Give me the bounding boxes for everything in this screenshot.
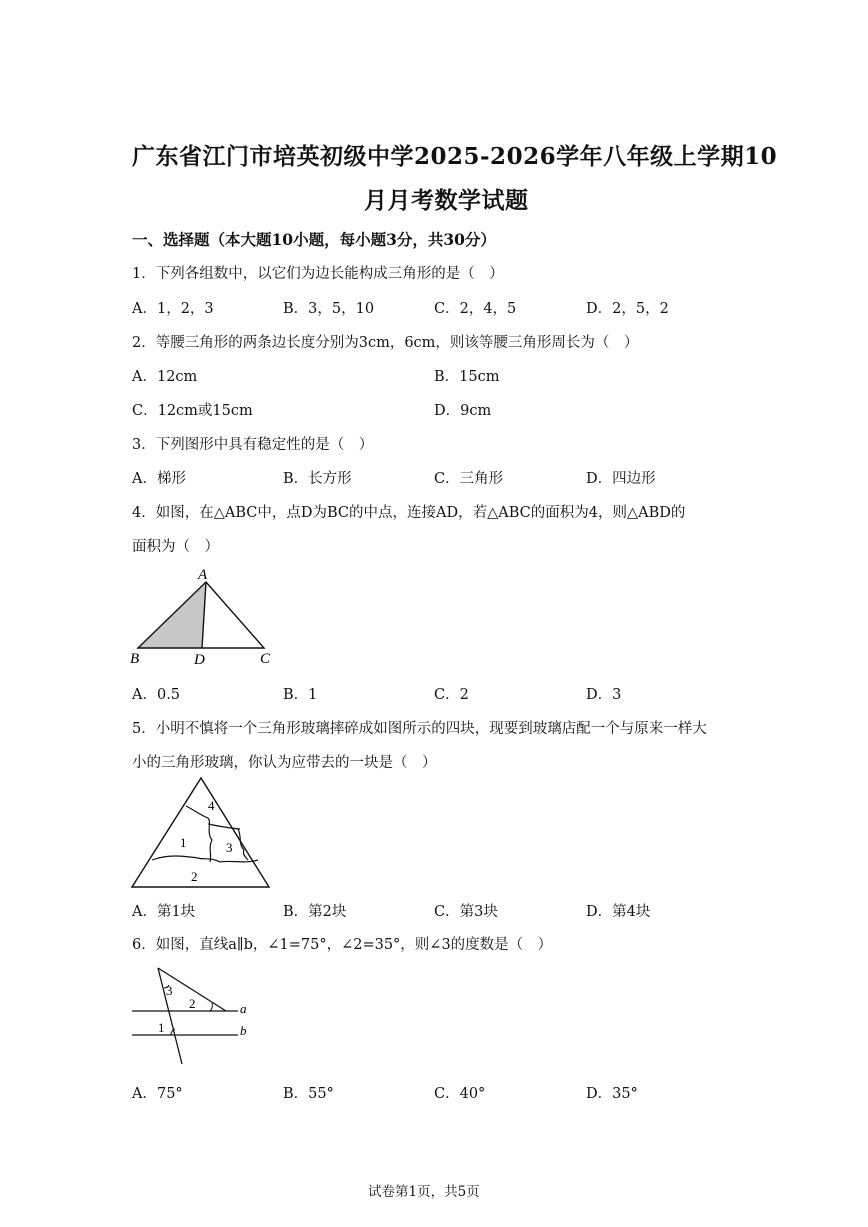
question-1-option-c: C．2，4，5: [434, 301, 517, 317]
question-6-option-b: B．55°: [283, 1086, 334, 1102]
question-6-stem: 6．如图，直线a∥b，∠1=75°，∠2=35°，则∠3的度数是（ ）: [132, 937, 553, 953]
label-b: B: [130, 651, 140, 667]
document-title-line-1: 广东省江门市培英初级中学2025-2026学年八年级上学期10: [132, 143, 778, 170]
question-4-option-c: C．2: [434, 687, 469, 703]
label-d: D: [194, 652, 205, 668]
question-5-option-c: C．第3块: [434, 904, 498, 920]
crack-top: [208, 824, 240, 829]
angle-2-arc: [210, 1003, 212, 1011]
question-5-broken-glass-figure: [128, 774, 274, 892]
question-5-option-d: D．第4块: [586, 904, 651, 920]
question-3-stem: 3．下列图形中具有稳定性的是（ ）: [132, 437, 374, 453]
piece-1-label: 1: [180, 835, 187, 850]
piece-2-label: 2: [191, 869, 198, 884]
question-5-stem-line-1: 5．小明不慎将一个三角形玻璃摔碎成如图所示的四块，现要到玻璃店配一个与原来一样大: [132, 721, 707, 737]
section-heading: 一、选择题（本大题10小题，每小题3分，共30分）: [132, 230, 496, 249]
question-6-parallel-lines-figure: [128, 962, 256, 1068]
question-5-option-b: B．第2块: [283, 904, 347, 920]
angle-3-label: 3: [166, 983, 173, 998]
question-4-triangle-figure: [128, 562, 278, 670]
question-6-option-d: D．35°: [586, 1086, 638, 1102]
question-6-option-a: A．75°: [132, 1086, 183, 1102]
piece-3-label: 3: [226, 840, 233, 855]
question-2-option-d: D．9cm: [434, 403, 492, 419]
question-6-option-c: C．40°: [434, 1086, 486, 1102]
question-3-option-c: C．三角形: [434, 471, 504, 487]
question-5-option-a: A．第1块: [132, 904, 196, 920]
page-footer: 试卷第1页，共5页: [368, 1184, 480, 1200]
question-2-option-a: A．12cm: [132, 369, 198, 385]
label-a: A: [198, 567, 208, 583]
question-5-stem-line-2: 小的三角形玻璃，你认为应带去的一块是（ ）: [132, 755, 437, 771]
question-4-option-b: B．1: [283, 687, 318, 703]
question-4-stem-line-1: 4．如图，在△ABC中，点D为BC的中点，连接AD，若△ABC的面积为4，则△ABD的: [132, 505, 686, 521]
question-2-option-b: B．15cm: [434, 369, 500, 385]
label-c: C: [260, 651, 271, 667]
question-2-option-c: C．12cm或15cm: [132, 403, 253, 419]
crack-bottom: [152, 856, 258, 862]
question-3-option-b: B．长方形: [283, 471, 352, 487]
question-3-option-d: D．四边形: [586, 471, 656, 487]
question-1-option-a: A．1，2，3: [132, 301, 214, 317]
line-a-label: a: [240, 1001, 247, 1016]
angle-2-label: 2: [189, 996, 196, 1011]
question-1-stem: 1．下列各组数中，以它们为边长能构成三角形的是（ ）: [132, 266, 504, 282]
question-1-option-b: B．3，5，10: [283, 301, 375, 317]
angle-1-label: 1: [158, 1020, 165, 1035]
line-b-label: b: [240, 1023, 247, 1038]
question-4-option-a: A．0.5: [132, 687, 181, 703]
question-4-stem-line-2: 面积为（ ）: [132, 539, 219, 555]
question-1-option-d: D．2，5，2: [586, 301, 669, 317]
piece-4-label: 4: [208, 798, 215, 813]
question-4-option-d: D．3: [586, 687, 622, 703]
glass-triangle: [132, 778, 269, 887]
question-2-stem: 2．等腰三角形的两条边长度分别为3cm，6cm，则该等腰三角形周长为（ ）: [132, 335, 639, 351]
crack-left: [186, 806, 212, 862]
document-title-line-2: 月月考数学试题: [364, 187, 529, 214]
question-3-option-a: A．梯形: [132, 471, 186, 487]
